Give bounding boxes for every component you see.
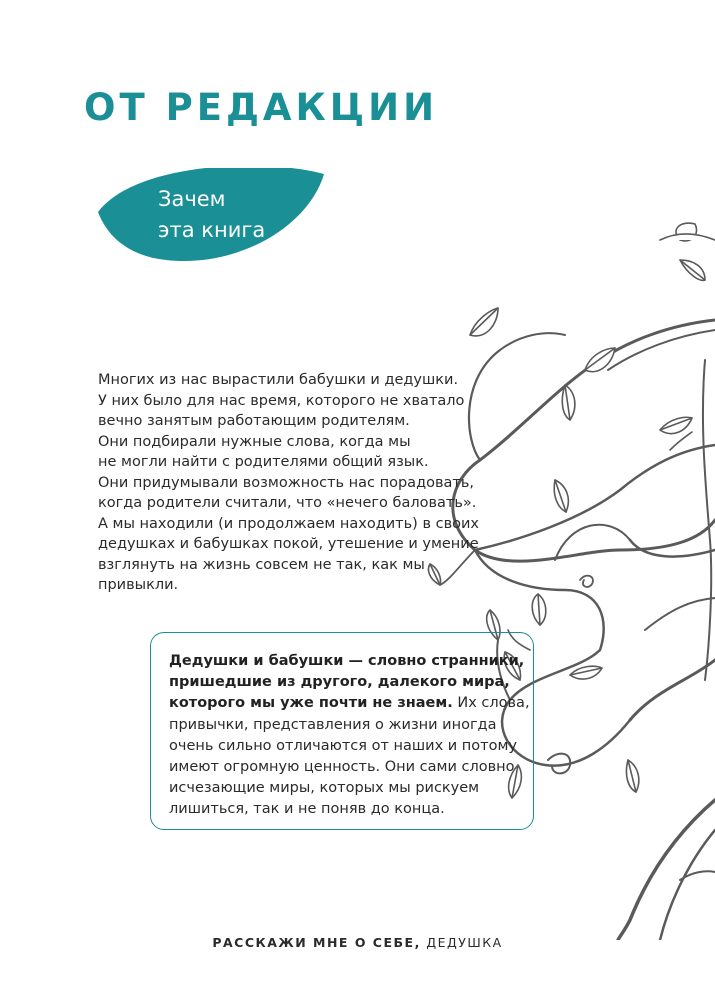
- quote-bold: которого мы уже почти не знаем.: [169, 695, 453, 712]
- quote-regular: Их слова,: [452, 695, 530, 712]
- quote-bold: пришедшие из другого, далекого мира,: [169, 674, 510, 691]
- page-title: ОТ РЕДАКЦИИ: [84, 86, 439, 129]
- quote-box: [150, 632, 534, 830]
- intro-paragraph: [98, 370, 498, 596]
- footer-book-title: РАССКАЖИ МНЕ О СЕБЕ,: [212, 935, 421, 950]
- quote-bold: Дедушки и бабушки — словно странники,: [169, 653, 525, 669]
- intro-line: Они придумывали возможность нас порадовать,: [98, 474, 475, 491]
- section-subtitle-line: Зачем: [158, 187, 226, 211]
- intro-line: вечно занятым работающим родителям.: [98, 413, 410, 429]
- intro-line: дедушках и бабушках покой, утешение и умение: [98, 536, 479, 552]
- section-badge: [96, 168, 328, 264]
- intro-line: взглянуть на жизнь совсем не так, как мы: [98, 556, 425, 573]
- quote-line: лишиться, так и не поняв до конца.: [169, 801, 445, 818]
- quote-line: привычки, представления о жизни иногда: [169, 716, 497, 733]
- quote-line: имеют огромную ценность. Они сами словно: [169, 759, 515, 776]
- quote-line: [169, 693, 530, 714]
- intro-line: привыкли.: [98, 577, 179, 593]
- intro-line: когда родители считали, что «нечего баловать».: [98, 495, 477, 511]
- quote-line: [169, 651, 530, 672]
- intro-line: А мы находили (и продолжаем находить) в своих: [98, 515, 479, 532]
- section-subtitle: [158, 184, 265, 246]
- quote-line: исчезающие миры, которых мы рискуем: [169, 780, 480, 797]
- intro-line: Многих из нас вырастили бабушки и дедушки.: [98, 372, 459, 388]
- running-footer: [0, 935, 715, 950]
- quote-line: очень сильно отличаются от наших и потому: [169, 737, 517, 754]
- intro-line: не могли найти с родителями общий язык.: [98, 454, 429, 470]
- footer-book-subtitle: ДЕДУШКА: [420, 935, 503, 950]
- intro-line: Они подбирали нужные слова, когда мы: [98, 433, 411, 450]
- quote-text: [169, 651, 530, 821]
- quote-line: [169, 672, 530, 693]
- intro-line: У них было для нас время, которого не хватало: [98, 392, 465, 409]
- section-subtitle-line: эта книга: [158, 218, 266, 242]
